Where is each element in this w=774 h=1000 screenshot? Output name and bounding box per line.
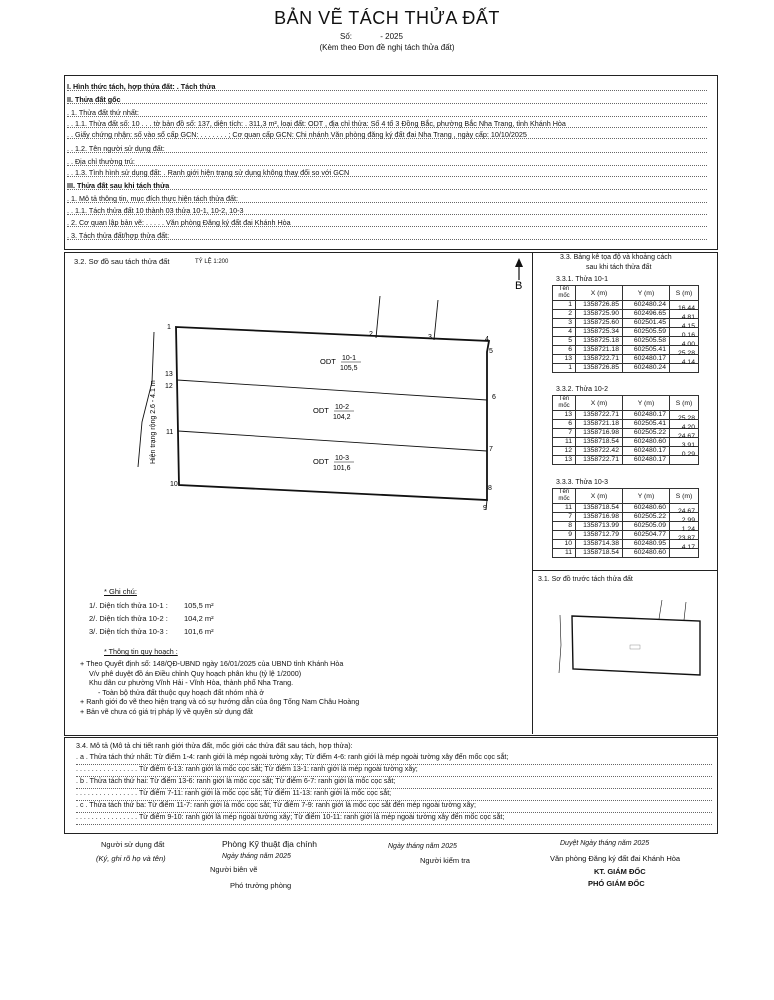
bounds-line: . a . Thửa tách thứ nhất: Từ điểm 1-4: ranh giới là mép ngoài tường xây; Từ điểm 4-6: ranh giới là mép ngoài tường xây đến mốc cọc sắt; bbox=[76, 753, 712, 765]
coord-table-header: Tên mốc bbox=[553, 396, 576, 411]
coord-table-header: Y (m) bbox=[623, 396, 670, 411]
table-cell: 602480.60 bbox=[623, 438, 670, 447]
number-value: - 2025 bbox=[380, 32, 403, 41]
table-cell: 13 bbox=[553, 355, 576, 364]
table-cell: 9 bbox=[553, 531, 576, 540]
table-cell: 602505.09 bbox=[623, 522, 670, 531]
point-7: 7 bbox=[489, 446, 493, 453]
table-row bbox=[553, 364, 699, 373]
table-cell-distance: 4.20 bbox=[670, 420, 699, 429]
table-cell-distance: 25.28 bbox=[670, 346, 699, 355]
table-cell-distance: 24.67 bbox=[670, 429, 699, 438]
planning-line: Khu dân cư phường Vĩnh Hải - Vĩnh Hòa, thành phố Nha Trang. bbox=[89, 678, 294, 688]
sig-drawer: Người biên vẽ bbox=[210, 865, 258, 874]
svg-text:ODT: ODT bbox=[313, 457, 329, 466]
table-row bbox=[553, 429, 699, 438]
coord-table-header: S (m) bbox=[670, 489, 699, 504]
table-cell: 602480.24 bbox=[623, 301, 670, 310]
coord-table bbox=[552, 395, 699, 465]
table-row bbox=[553, 310, 699, 319]
north-arrow-icon bbox=[515, 258, 523, 292]
number-label: Số: bbox=[340, 32, 353, 41]
table-cell: 1358725.90 bbox=[576, 310, 623, 319]
table-cell: 2 bbox=[553, 310, 576, 319]
coord-table-group bbox=[552, 479, 699, 558]
table-row bbox=[553, 411, 699, 420]
coord-table-title: 3.3.2. Thửa 10-2 bbox=[556, 386, 609, 393]
info-line-9: III. Thửa đất sau khi tách thửa bbox=[67, 182, 707, 190]
coord-table-header: X (m) bbox=[576, 396, 623, 411]
table-cell: 11 bbox=[553, 438, 576, 447]
sig-head: Phó trưởng phòng bbox=[230, 881, 292, 890]
table-cell: 602505.22 bbox=[623, 429, 670, 438]
table-cell: 1358718.54 bbox=[576, 549, 623, 558]
coord-table-header: Y (m) bbox=[623, 286, 670, 301]
note-row: 2/. Diện tích thửa 10-2 : 104,2 m² bbox=[89, 614, 214, 623]
tables-title: 3.3. Bảng kê tọa độ và khoảng cách bbox=[560, 254, 672, 261]
notes-title: * Ghi chú: bbox=[104, 587, 137, 596]
table-cell-distance: 2.99 bbox=[670, 513, 699, 522]
coord-table-group bbox=[552, 276, 699, 373]
table-cell: 1358718.54 bbox=[576, 504, 623, 513]
table-cell-distance bbox=[670, 549, 699, 558]
note-row: 1/. Diện tích thửa 10-1 : 105,5 m² bbox=[89, 601, 214, 610]
table-cell: 1358712.79 bbox=[576, 531, 623, 540]
table-cell: 602505.22 bbox=[623, 513, 670, 522]
info-line-6: . . 1.2. Tên người sử dụng đất: bbox=[67, 145, 707, 153]
point-5: 5 bbox=[489, 348, 493, 355]
table-row bbox=[553, 504, 699, 513]
sig-checker: Người kiểm tra bbox=[420, 856, 470, 865]
bounds-line: . c . Thửa tách thứ ba: Từ điểm 11-7: ranh giới là mốc cọc sắt; Từ điểm 7-9: ranh giới là mốc cọc sắt đến mép ngoài tường xây; bbox=[76, 801, 712, 813]
point-12: 12 bbox=[165, 383, 173, 390]
point-10: 10 bbox=[170, 481, 178, 488]
table-cell: 1358725.18 bbox=[576, 337, 623, 346]
point-9: 9 bbox=[483, 505, 487, 512]
split-line-1 bbox=[177, 380, 487, 400]
coord-table-header: S (m) bbox=[670, 286, 699, 301]
table-cell: 602480.24 bbox=[623, 364, 670, 373]
bounds-line: . . . . . . . . . . . . . . . . Từ điểm 7-11: ranh giới là mốc cọc sắt; Từ điểm 11-13: ranh giới là mốc cọc sắt; bbox=[76, 789, 712, 801]
table-row bbox=[553, 438, 699, 447]
table-row bbox=[553, 355, 699, 364]
parcel-label-10-1 bbox=[320, 355, 361, 372]
table-cell: 1358716.98 bbox=[576, 429, 623, 438]
svg-text:10-3: 10-3 bbox=[335, 455, 350, 462]
parcel-label-10-2 bbox=[313, 404, 354, 421]
table-row bbox=[553, 531, 699, 540]
svg-text:B: B bbox=[515, 280, 523, 292]
table-cell-distance: 4.14 bbox=[670, 355, 699, 364]
table-row bbox=[553, 513, 699, 522]
table-cell: 8 bbox=[553, 522, 576, 531]
table-cell: 1358726.85 bbox=[576, 364, 623, 373]
table-row bbox=[553, 420, 699, 429]
planning-line: + Theo Quyết định số: 148/QĐ-UBND ngày 16/01/2025 của UBND tỉnh Khánh Hòa bbox=[80, 659, 344, 668]
planning-title: * Thông tin quy hoạch : bbox=[104, 647, 178, 656]
bounds-line: . . . . . . . . . . . . . . . . Từ điểm 6-13: ranh giới là mốc cọc sắt; Từ điểm 13-1: ranh giới là mép ngoài tường xây; bbox=[76, 765, 712, 777]
sig-dept: Phòng Kỹ thuật địa chính bbox=[222, 839, 317, 849]
svg-text:ODT: ODT bbox=[313, 406, 329, 415]
coord-table bbox=[552, 285, 699, 373]
table-cell: 1358721.18 bbox=[576, 346, 623, 355]
table-cell-distance: 0.29 bbox=[670, 447, 699, 456]
svg-text:101,6: 101,6 bbox=[333, 465, 351, 472]
table-cell: 1358725.60 bbox=[576, 319, 623, 328]
coord-table-header: Tên mốc bbox=[553, 489, 576, 504]
table-cell: 7 bbox=[553, 429, 576, 438]
point-8: 8 bbox=[488, 485, 492, 492]
document-subtitle: (Kèm theo Đơn đề nghị tách thửa đất) bbox=[319, 43, 455, 52]
sketch-scale: TỶ LỆ 1:200 bbox=[195, 259, 229, 265]
main-divider bbox=[532, 252, 533, 734]
sig-user-note: (Ký, ghi rõ họ và tên) bbox=[96, 854, 166, 863]
table-cell: 602480.95 bbox=[623, 540, 670, 549]
table-cell: 602480.17 bbox=[623, 456, 670, 465]
sig-user: Người sử dụng đất bbox=[101, 840, 165, 849]
table-cell-distance bbox=[670, 456, 699, 465]
table-cell: 13 bbox=[553, 411, 576, 420]
table-cell: 602501.45 bbox=[623, 319, 670, 328]
table-cell: 602480.60 bbox=[623, 549, 670, 558]
point-13: 13 bbox=[165, 371, 173, 378]
table-row bbox=[553, 319, 699, 328]
table-cell: 12 bbox=[553, 447, 576, 456]
tables-title-2: sau khi tách thửa đất bbox=[586, 264, 652, 271]
table-cell-distance: 4.00 bbox=[670, 337, 699, 346]
table-row bbox=[553, 549, 699, 558]
table-cell: 5 bbox=[553, 337, 576, 346]
table-cell-distance: 0.16 bbox=[670, 328, 699, 337]
coord-table-title: 3.3.3. Thửa 10-3 bbox=[556, 479, 609, 486]
sketch-before-drawing bbox=[534, 585, 714, 695]
sketch-after-drawing bbox=[64, 252, 532, 592]
wall-line bbox=[376, 296, 380, 338]
table-cell: 1358722.71 bbox=[576, 355, 623, 364]
wall-line bbox=[434, 300, 438, 340]
coord-table-header: X (m) bbox=[576, 286, 623, 301]
planning-line: - Toàn bộ thửa đất thuộc quy hoạch đất nhóm nhà ở bbox=[98, 687, 265, 697]
info-line-5: . . Giấy chứng nhận: số vào sổ cấp GCN: . . . . . . . ; Cơ quan cấp GCN: Chi nhánh Văn phòng đăng ký đất đai Nha Trang , ngày cấp: 10/10/2025 bbox=[67, 131, 707, 139]
sig-pgd: PHÓ GIÁM ĐỐC bbox=[588, 879, 645, 888]
svg-text:104,2: 104,2 bbox=[333, 414, 351, 421]
info-line-1: I. Hình thức tách, hợp thửa đất: . Tách thửa bbox=[67, 83, 707, 91]
table-cell-distance: 3.91 bbox=[670, 438, 699, 447]
point-labels bbox=[165, 324, 496, 512]
table-cell-distance: 4.17 bbox=[670, 540, 699, 549]
table-cell: 602480.17 bbox=[623, 355, 670, 364]
sig-dept-date: Ngày tháng năm 2025 bbox=[222, 853, 291, 860]
info-line-13: . 3. Tách thửa đất/hợp thửa đất: bbox=[67, 232, 707, 240]
point-1: 1 bbox=[167, 324, 171, 331]
svg-text:10-2: 10-2 bbox=[335, 404, 350, 411]
sig-office: Văn phòng Đăng ký đất đai Khánh Hòa bbox=[550, 854, 681, 863]
table-row bbox=[553, 337, 699, 346]
table-cell: 11 bbox=[553, 549, 576, 558]
svg-text:105,5: 105,5 bbox=[340, 365, 358, 372]
point-11: 11 bbox=[166, 429, 174, 436]
table-row bbox=[553, 540, 699, 549]
coord-table-group bbox=[552, 386, 699, 465]
info-line-3: . 1. Thửa đất thứ nhất: bbox=[67, 109, 707, 117]
sig-kt: KT. GIÁM ĐỐC bbox=[594, 867, 646, 876]
point-3: 3 bbox=[428, 334, 432, 341]
table-cell-distance: 1.24 bbox=[670, 522, 699, 531]
planning-line: V/v phê duyệt đồ án Điều chỉnh Quy hoạch phân khu (tỷ lệ 1/2000) bbox=[89, 668, 302, 678]
right-divider bbox=[532, 570, 717, 571]
table-cell: 1 bbox=[553, 301, 576, 310]
table-cell: 1358714.38 bbox=[576, 540, 623, 549]
table-cell-distance: 4.15 bbox=[670, 319, 699, 328]
planning-line: + Ranh giới đo vẽ theo hiện trạng và có sự hướng dẫn của ông Tống Nam Châu Hoàng bbox=[80, 697, 360, 707]
coord-table-header: S (m) bbox=[670, 396, 699, 411]
info-line-2: II. Thửa đất gốc bbox=[67, 96, 707, 104]
table-cell: 4 bbox=[553, 328, 576, 337]
table-row bbox=[553, 522, 699, 531]
table-cell: 11 bbox=[553, 504, 576, 513]
sig-approve-date: Duyệt Ngày tháng năm 2025 bbox=[560, 840, 650, 847]
table-cell: 3 bbox=[553, 319, 576, 328]
table-cell: 1358726.85 bbox=[576, 301, 623, 310]
coord-table-header: X (m) bbox=[576, 489, 623, 504]
parcel-label-10-3 bbox=[313, 455, 354, 472]
info-line-10: . 1. Mô tả thông tin, mục đích thực hiện tách thửa đất: bbox=[67, 195, 707, 203]
table-row bbox=[553, 328, 699, 337]
table-cell: 1358716.98 bbox=[576, 513, 623, 522]
table-cell: 602496.65 bbox=[623, 310, 670, 319]
planning-info bbox=[80, 659, 359, 717]
table-cell: 602505.41 bbox=[623, 346, 670, 355]
point-4: 4 bbox=[485, 336, 489, 343]
info-line-11: . . 1.1. Tách thửa đất 10 thành 03 thửa 10-1, 10-2, 10-3 bbox=[67, 207, 707, 215]
table-cell: 6 bbox=[553, 346, 576, 355]
document-number bbox=[340, 32, 403, 41]
table-cell: 602505.59 bbox=[623, 328, 670, 337]
info-line-4: . . 1.1. Thửa đất số: 10 . . . tờ bản đồ số: 137, diện tích: . 311,3 m², loại đất: ODT , địa chỉ thửa: Số 4 tổ 3 Đồng Bắc, phường Bắc Nha Trang, tỉnh Khánh Hòa bbox=[67, 120, 707, 128]
coord-table-header: Tên mốc bbox=[553, 286, 576, 301]
sig-check-date: Ngày tháng năm 2025 bbox=[388, 843, 457, 850]
table-cell: 602480.60 bbox=[623, 504, 670, 513]
document-title: BẢN VẼ TÁCH THỬA ĐẤT bbox=[274, 8, 500, 28]
table-row bbox=[553, 447, 699, 456]
table-cell: 602505.41 bbox=[623, 420, 670, 429]
road-label: Hiện trạng rộng 2.6 - 4.1 m bbox=[150, 380, 157, 464]
table-cell: 10 bbox=[553, 540, 576, 549]
table-cell: 1358713.99 bbox=[576, 522, 623, 531]
table-cell-distance bbox=[670, 364, 699, 373]
table-cell: 7 bbox=[553, 513, 576, 522]
info-line-8: . . 1.3. Tình hình sử dụng đất: . Ranh giới hiện trạng sử dụng không thay đổi so với GCN bbox=[67, 169, 707, 177]
planning-line: + Bản vẽ chưa có giá trị pháp lý về quyền sử dụng đất bbox=[80, 706, 253, 716]
table-cell: 602505.58 bbox=[623, 337, 670, 346]
table-cell: 1358721.18 bbox=[576, 420, 623, 429]
table-cell-distance: 4.81 bbox=[670, 310, 699, 319]
table-cell: 1358722.71 bbox=[576, 411, 623, 420]
svg-text:10-1: 10-1 bbox=[342, 355, 357, 362]
table-row bbox=[553, 346, 699, 355]
table-row bbox=[553, 301, 699, 310]
table-cell: 1358722.71 bbox=[576, 456, 623, 465]
point-6: 6 bbox=[492, 394, 496, 401]
table-cell-distance: 23.87 bbox=[670, 531, 699, 540]
bounds-title: 3.4. Mô tả (Mô tả chi tiết ranh giới thửa đất, mốc giới các thửa đất sau tách, hợp thửa): bbox=[76, 741, 353, 750]
point-2: 2 bbox=[369, 331, 373, 338]
notes-list bbox=[89, 601, 214, 640]
coord-table-title: 3.3.1. Thửa 10-1 bbox=[556, 276, 609, 283]
table-cell: 602480.17 bbox=[623, 411, 670, 420]
table-cell: 1358718.54 bbox=[576, 438, 623, 447]
bounds-line: . . . . . . . . . . . . . . . . Từ điểm 9-10: ranh giới là mép ngoài tường xây; Từ điểm 10-11: ranh giới là mép ngoài tường xây đến mốc cọc sắt; bbox=[76, 813, 712, 825]
svg-text:ODT: ODT bbox=[320, 357, 336, 366]
split-line-2 bbox=[178, 431, 487, 451]
sketch-after-title: 3.2. Sơ đồ sau tách thửa đất bbox=[74, 257, 170, 266]
sketch-before-title: 3.1. Sơ đồ trước tách thửa đất bbox=[538, 576, 633, 583]
table-cell: 1358725.34 bbox=[576, 328, 623, 337]
table-cell: 13 bbox=[553, 456, 576, 465]
note-row: 3/. Diện tích thửa 10-3 : 101,6 m² bbox=[89, 627, 214, 636]
table-cell-distance: 16.44 bbox=[670, 301, 699, 310]
info-line-7: . . Địa chỉ thường trú: bbox=[67, 158, 707, 166]
coord-table bbox=[552, 488, 699, 558]
info-line-12: . 2. Cơ quan lập bản vẽ: . . . . . Văn phòng Đăng ký đất đai Khánh Hòa bbox=[67, 219, 707, 227]
table-cell-distance: 24.67 bbox=[670, 504, 699, 513]
table-cell-distance: 25.28 bbox=[670, 411, 699, 420]
table-cell: 602504.77 bbox=[623, 531, 670, 540]
table-cell: 602480.17 bbox=[623, 447, 670, 456]
bounds-line: . b . Thửa tách thứ hai: Từ điểm 13-6: ranh giới là mốc cọc sắt; Từ điểm 6-7: ranh giới là mốc cọc sắt; bbox=[76, 777, 712, 789]
coord-table-header: Y (m) bbox=[623, 489, 670, 504]
table-cell: 6 bbox=[553, 420, 576, 429]
table-cell: 1 bbox=[553, 364, 576, 373]
bounds-frame bbox=[64, 737, 718, 834]
table-row bbox=[553, 456, 699, 465]
table-cell: 1358722.42 bbox=[576, 447, 623, 456]
